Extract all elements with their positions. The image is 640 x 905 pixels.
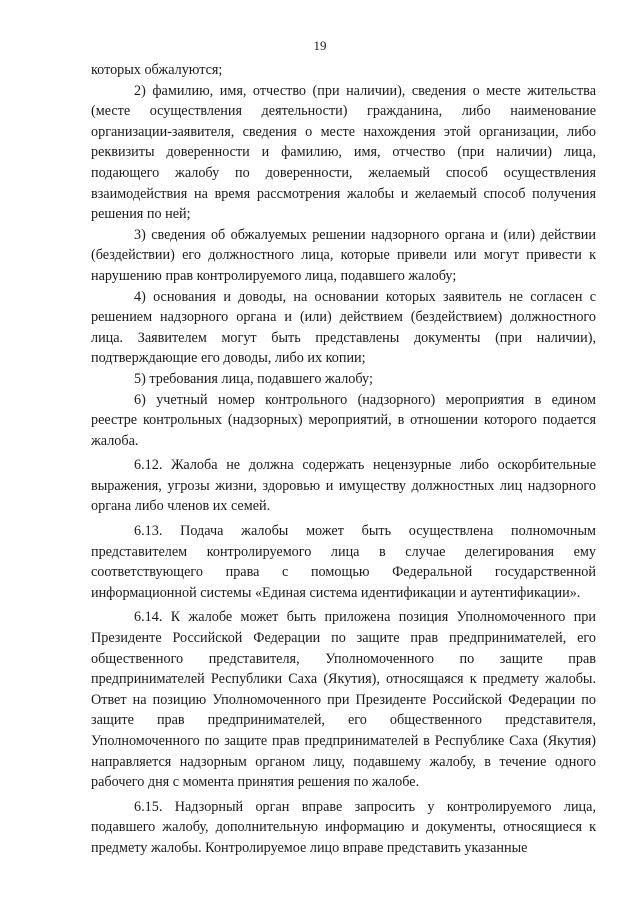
paragraph-6-12: 6.12. Жалоба не должна содержать нецензурные либо оскорбительные выражения, угрозы жизни, здоровью и имуществу должностных лиц надзорного органа либо членов их семей. xyxy=(91,457,596,515)
paragraph-item-4: 4) основания и доводы, на основании которых заявитель не согласен с решением надзорного органа и (или) действием (бездействием) должностного лица. Заявителем могут быть представлены документы (при наличии), подтверждающие его доводы, либо их копии; xyxy=(91,288,596,367)
paragraph-6-15: 6.15. Надзорный орган вправе запросить у контролируемого лица, подавшего жалобу, дополнительную информацию и документы, относящиеся к предмету жалобы. Контролируемое лицо вправе представить указанные xyxy=(91,798,596,856)
paragraph-6-13: 6.13. Подача жалобы может быть осуществлена полномочным представителем контролируемого лица в случае делегирования ему соответствующего права с помощью Федеральной государственной информационной системы «Единая система идентификации и аутентификации». xyxy=(91,523,596,601)
paragraph-item-6: 6) учетный номер контрольного (надзорного) мероприятия в едином реестре контрольных (надзорных) мероприятий, в отношении которого подается жалоба. xyxy=(91,391,596,449)
paragraph-item-5: 5) требования лица, подавшего жалобу; xyxy=(134,370,373,387)
page-number: 19 xyxy=(313,38,327,53)
paragraph-item-3: 3) сведения об обжалуемых решении надзорного органа и (или) действии (бездействии) его должностного лица, которые привели или могут привести к нарушению прав контролируемого лица, подавшего жалобу; xyxy=(91,226,596,284)
paragraph-continuation: которых обжалуются; xyxy=(91,62,223,78)
paragraph-item-2: 2) фамилию, имя, отчество (при наличии), сведения о месте жительства (месте осуществления деятельности) гражданина, либо наименование организации-заявителя, сведения о месте нахождения этой организации, либо реквизиты доверенности и фамилию, имя, отчество (при наличии) лица, подающего жалобу по доверенности, желаемый способ осуществления взаимодействия на время рассмотрения жалобы и желаемый способ получения решения по ней; xyxy=(91,82,596,223)
document-body xyxy=(91,60,596,859)
paragraph-6-14: 6.14. К жалобе может быть приложена позиция Уполномоченного при Президенте Российской Федерации по защите прав предпринимателей, его общественного представителя, Уполномоченного по защите прав предпринимателей Республики Саха (Якутия), относящаяся к предмету жалобы. Ответ на позицию Уполномоченного при Президенте Российской Федерации по защите прав предпринимателей, его общественного представителя, Уполномоченного по защите прав предпринимателей в Республике Саха (Якутия) направляется надзорным органом лицу, подавшему жалобу, в течение одного рабочего дня с момента принятия решения по жалобе. xyxy=(91,609,596,791)
